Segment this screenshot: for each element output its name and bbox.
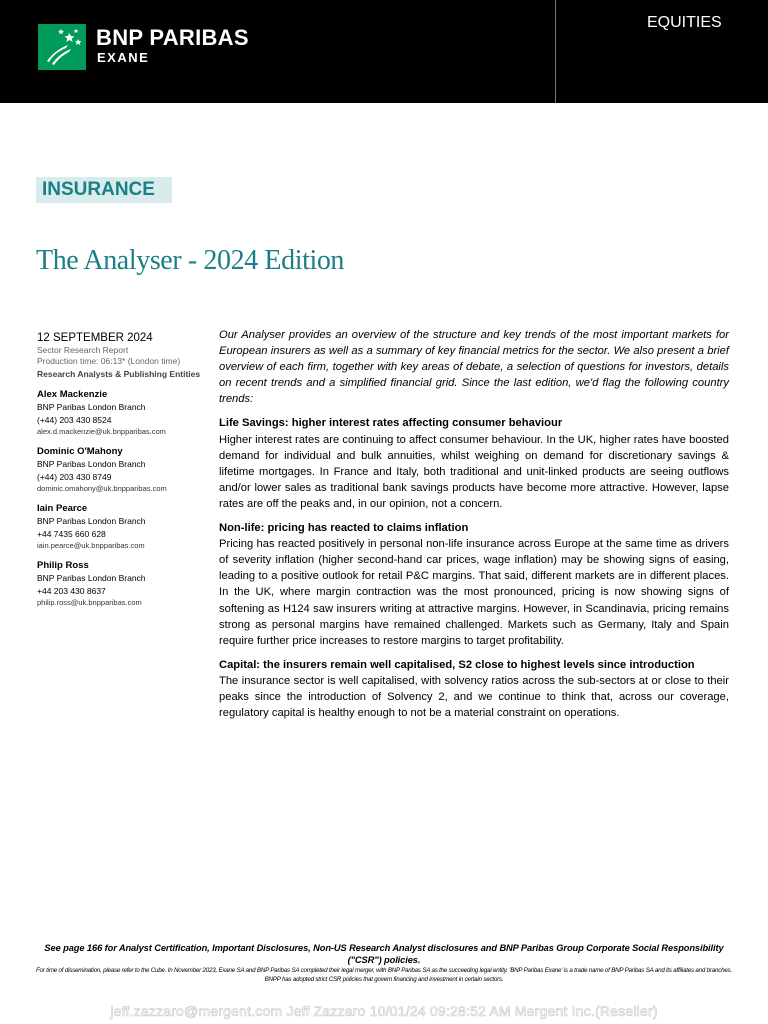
production-time: Production time: 06:13* (London time) — [37, 356, 181, 366]
page-header — [0, 0, 768, 103]
analyst-email[interactable]: iain.pearce@uk.bnpparibas.com — [37, 541, 145, 550]
section-paragraph: Higher interest rates are continuing to affect consumer behaviour. In the UK, higher rates have boosted demand for individual and bulk annuities, whilst weighing on demand for discretionary savings & lifetime mortgages. In France and Italy, both traditional and unit-linked products are seeing outflows and/or lower sales as traditional bank savings products have become more attractive. However, lapse rates are off the peaks and, in our opinion, not a concern. — [219, 433, 729, 510]
analyst-name: Philip Ross — [37, 560, 89, 571]
analyst-name: Iain Pearce — [37, 503, 88, 514]
bnp-paribas-logo — [38, 24, 86, 70]
analyst-phone: (+44) 203 430 8749 — [37, 471, 112, 482]
analyst-phone: +44 203 430 8637 — [37, 585, 106, 596]
section-heading: Capital: the insurers remain well capitalised, S2 close to highest levels since introduction — [219, 658, 695, 671]
analyst-card — [37, 389, 212, 437]
report-date: 12 SEPTEMBER 2024 — [37, 332, 153, 344]
header-divider — [555, 0, 556, 103]
brand-subname: EXANE — [97, 50, 150, 65]
sidebar — [37, 331, 212, 608]
analyst-branch: BNP Paribas London Branch — [37, 459, 146, 469]
analyst-name: Dominic O'Mahony — [37, 446, 123, 457]
analyst-name: Alex Mackenzie — [37, 389, 108, 400]
analyst-branch: BNP Paribas London Branch — [37, 573, 146, 583]
analyst-branch: BNP Paribas London Branch — [37, 402, 146, 412]
report-title: The Analyser - 2024 Edition — [36, 245, 345, 276]
analyst-phone: (+44) 203 430 8524 — [37, 414, 112, 425]
main-body — [219, 327, 729, 721]
sector-label: INSURANCE — [42, 179, 155, 200]
analyst-card — [37, 446, 212, 494]
watermark: jeff.zazzaro@mergent.com Jeff Zazzaro 10/01/24 09:28:52 AM Mergent Inc.(Reseller) — [110, 1003, 658, 1019]
analyst-phone: +44 7435 660 628 — [37, 528, 106, 539]
report-category: EQUITIES — [647, 14, 722, 31]
section-paragraph: The insurance sector is well capitalised, with solvency ratios across the sub-sectors at or close to their peaks since the introduction of Solvency 2, and we continue to think that, across our coverage, regulatory capital is healthy enough to not be a material constraint on operations. — [219, 674, 729, 720]
stars-flight-icon — [38, 24, 86, 70]
brand-name: BNP PARIBAS — [96, 25, 249, 50]
fine-print: For time of dissemination, please refer to the Cube. In November 2023, Exane SA and BNP Paribas SA completed their legal merger, with BNP Paribas SA as the succeeding legal entity. 'BNP Paribas Exane' is a trade name of BNP Paribas SA and its affiliates and branches. BNPP has adopted strict CSR policies that govern financing and investment in certain sectors. — [35, 967, 733, 983]
intro-paragraph: Our Analyser provides an overview of the structure and key trends of the most important markets for European insurers as well as a summary of key financial metrics for the sector. We also present a brief overview of each firm, together with key areas of debate, a selection of questions for investors, details on recent trends and a simplified financial grid. Since the last edition, we'd flag the following country trends: — [219, 329, 729, 406]
analyst-branch: BNP Paribas London Branch — [37, 516, 146, 526]
report-type: Sector Research Report — [37, 345, 129, 355]
section-heading: Life Savings: higher interest rates affecting consumer behaviour — [219, 417, 563, 430]
analyst-email[interactable]: dominic.omahony@uk.bnpparibas.com — [37, 484, 167, 493]
disclosure-note: See page 166 for Analyst Certification, Important Disclosures, Non-US Research Analyst disclosures and BNP Paribas Group Corporate Social Responsibility ("CSR") policies. — [44, 943, 724, 965]
analyst-card — [37, 503, 212, 551]
section-heading: Non-life: pricing has reacted to claims inflation — [219, 522, 469, 535]
analyst-card — [37, 560, 212, 608]
section-paragraph: Pricing has reacted positively in personal non-life insurance across Europe at the same time as drivers of severity inflation (higher second-hand car prices, wage inflation) may be showing signs of easing, leading to a positive outlook for retail P&C margins. That said, different markets are in different places. In the UK, where margin contraction was the most pronounced, pricing is now showing signs of softening as H124 saw insurers writing at attractive margins. However, in Scandinavia, pricing remains strong as personal margins have remained challenged. Markets such as Germany, Italy and Spain require further price increases to restore margins to target profitability. — [219, 538, 729, 647]
analyst-email[interactable]: philip.ross@uk.bnpparibas.com — [37, 598, 142, 607]
sector-tag — [36, 177, 172, 203]
analyst-email[interactable]: alex.d.mackenzie@uk.bnpparibas.com — [37, 427, 166, 436]
entities-label: Research Analysts & Publishing Entities — [37, 369, 201, 379]
